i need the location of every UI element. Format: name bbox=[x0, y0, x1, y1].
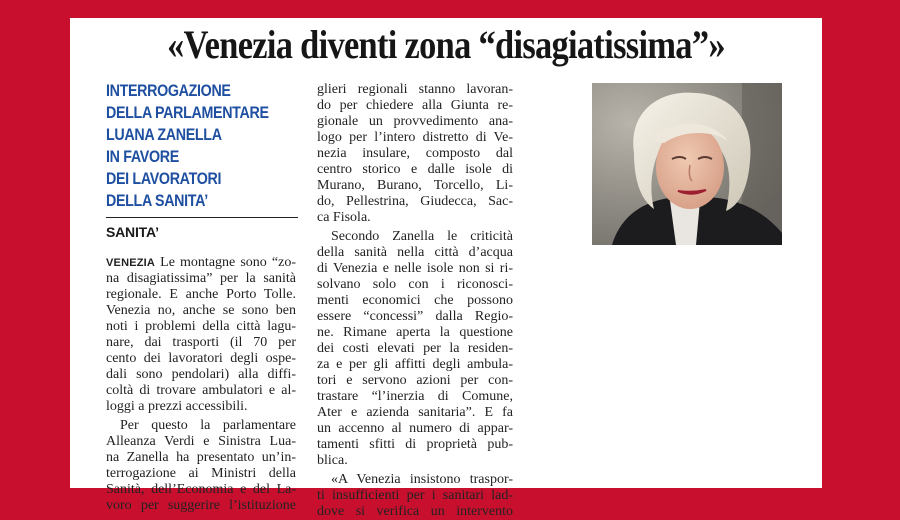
body-line: za e per gli affitti degli ambula- bbox=[317, 357, 513, 372]
body-line: Secondo Zanella le criticità bbox=[331, 229, 513, 244]
body-line: cento dei lavoratori degli ospe- bbox=[106, 351, 296, 366]
body-line: voro per suggerire l’istituzione bbox=[106, 498, 296, 513]
body-line: nare, dai trasporti (il 70 per bbox=[106, 335, 296, 350]
body-line: regionale. E anche Porto Tolle. bbox=[106, 287, 296, 302]
body-line: trastare “l’inerzia di Comune, bbox=[317, 389, 513, 404]
body-line: na Zanella ha presentato un’in- bbox=[106, 450, 296, 465]
body-line: Murano, Burano, Torcello, Li- bbox=[317, 178, 513, 193]
body-line: do, Pellestrina, Giudecca, Sac- bbox=[317, 194, 513, 209]
article-subhead bbox=[106, 80, 274, 212]
body-line: do per chiedere alla Giunta re- bbox=[317, 98, 513, 113]
body-line: noti i problemi della città lagu- bbox=[106, 319, 296, 334]
body-line bbox=[106, 255, 296, 271]
subhead-line: IN FAVORE bbox=[106, 147, 179, 166]
body-line: blica. bbox=[317, 453, 348, 468]
body-line: dali sono pendolari) alla diffi- bbox=[106, 367, 296, 382]
body-line: Per questo la parlamentare bbox=[120, 418, 296, 433]
body-line: na disagiatissima” per la sanità bbox=[106, 271, 296, 286]
body-line: glieri regionali stanno lavoran- bbox=[317, 82, 513, 97]
body-line: un accenno al numero di appar- bbox=[317, 421, 513, 436]
subhead-line: DELLA SANITA’ bbox=[106, 191, 208, 210]
section-label: SANITA’ bbox=[106, 224, 159, 240]
body-column-middle bbox=[317, 82, 513, 520]
subhead-line: LUANA ZANELLA bbox=[106, 125, 222, 144]
body-line: logo per l’intero distretto di Ve- bbox=[317, 130, 513, 145]
body-line-text: Le montagne sono “zo- bbox=[155, 255, 296, 270]
subhead-line: DEI LAVORATORI bbox=[106, 169, 222, 188]
body-line: essere “concessi” dalla Regio- bbox=[317, 309, 513, 324]
body-line: di Venezia e nelle isole non si ri- bbox=[317, 261, 513, 276]
body-line: gionale un provvedimento ana- bbox=[317, 114, 513, 129]
subhead-line: INTERROGAZIONE bbox=[106, 81, 231, 100]
body-column-left bbox=[106, 255, 296, 514]
body-line: Ater e azienda sanitaria”. E fa bbox=[317, 405, 513, 420]
body-line: tamenti sfitti di proprietà pub- bbox=[317, 437, 513, 452]
body-line: dove si verifica un intervento bbox=[317, 504, 513, 519]
body-line: della sanità nella città d’acqua bbox=[317, 245, 513, 260]
subhead-line: DELLA PARLAMENTARE bbox=[106, 103, 269, 122]
portrait-photo bbox=[592, 83, 782, 245]
body-line: coltà di trovare ambulatori e al- bbox=[106, 383, 296, 398]
body-line: ne. Rimane aperta la questione bbox=[317, 325, 513, 340]
newspaper-clipping bbox=[70, 18, 822, 519]
body-line: solvano solo con i riconosci- bbox=[317, 277, 513, 292]
body-line: ca Fisola. bbox=[317, 210, 371, 225]
body-line: nezia insulare, composto dal bbox=[317, 146, 513, 161]
body-line: dei costi elevati per la residen- bbox=[317, 341, 513, 356]
body-line: tori e servono azioni per con- bbox=[317, 373, 513, 388]
dateline-kicker: VENEZIA bbox=[106, 257, 156, 269]
body-line: Venezia no, anche se sono ben bbox=[106, 303, 296, 318]
article-headline: «Venezia diventi zona “disagiatissima”» bbox=[167, 22, 725, 67]
body-line: menti economici che possono bbox=[317, 293, 513, 308]
body-line: centro storico e dalle isole di bbox=[317, 162, 513, 177]
section-divider bbox=[106, 217, 298, 218]
body-line: ti insufficienti per i sanitari lad- bbox=[317, 488, 513, 503]
body-line: loggi a prezzi accessibili. bbox=[106, 399, 248, 414]
body-line: Alleanza Verdi e Sinistra Lua- bbox=[106, 434, 296, 449]
body-line: Sanità, dell’Economia e del La- bbox=[106, 482, 296, 497]
body-line: «A Venezia insistono traspor- bbox=[331, 472, 513, 487]
portrait-illustration bbox=[592, 83, 782, 245]
body-line: terrogazione ai Ministri della bbox=[106, 466, 296, 481]
